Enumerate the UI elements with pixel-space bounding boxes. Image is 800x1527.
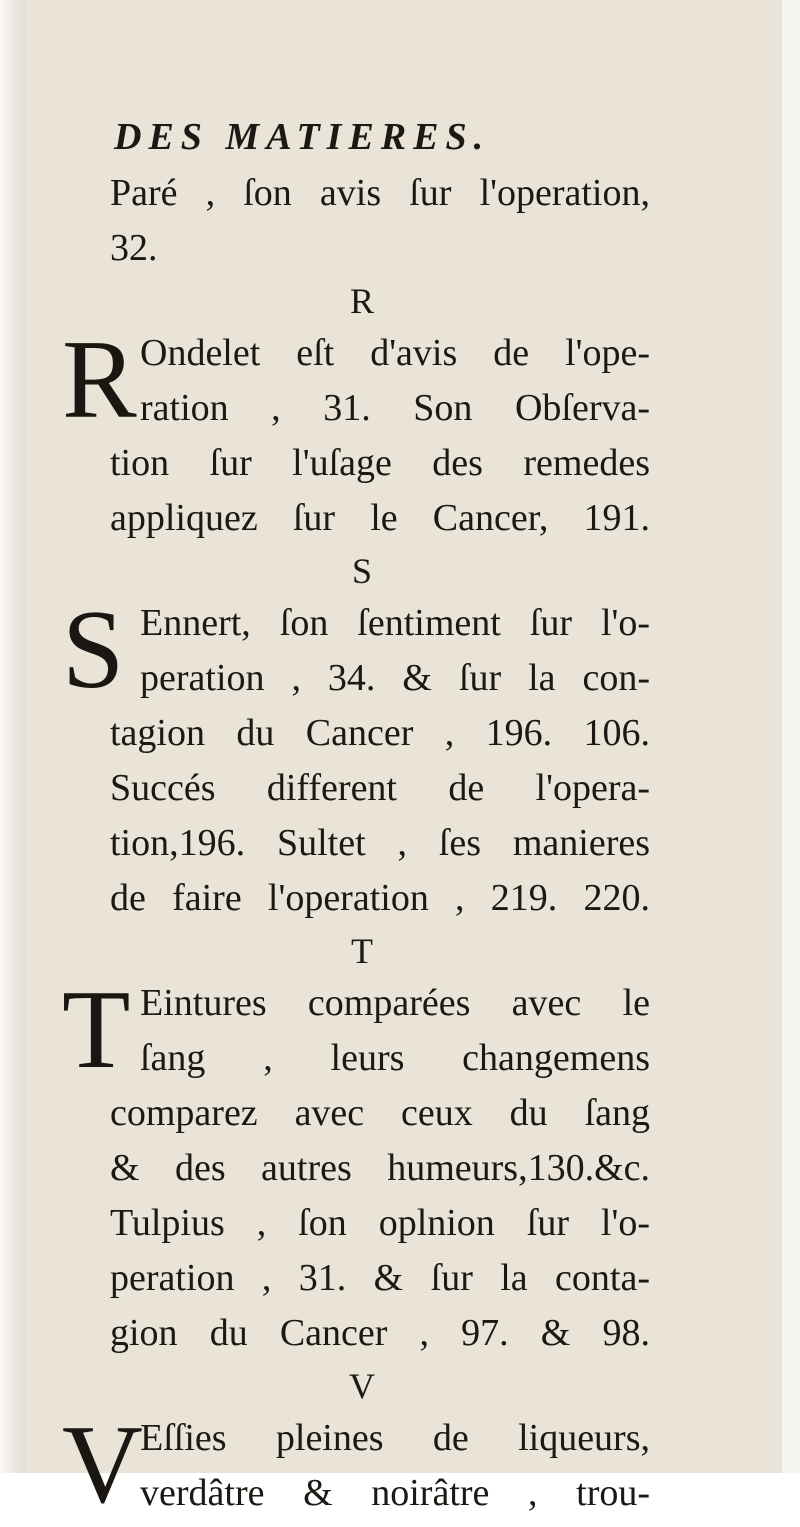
index-line: comparez avec ceux du ſang <box>110 1092 650 1134</box>
binding-shadow <box>0 0 26 1473</box>
index-line: peration , 31. & ſur la conta- <box>110 1257 650 1299</box>
index-line: & des autres humeurs,130.&c. <box>110 1147 650 1189</box>
index-line: 32. <box>110 227 158 269</box>
index-line: tion ſur l'uſage des remedes <box>110 442 650 484</box>
section-letter-t: T <box>351 931 373 971</box>
index-line: Paré , ſon avis ſur l'operation, <box>110 172 650 214</box>
index-line: verdâtre & noirâtre , trou- <box>140 1472 650 1514</box>
index-line: tagion du Cancer , 196. 106. <box>110 712 650 754</box>
index-entry-v <box>62 1403 662 1527</box>
section-letter-v: V <box>349 1366 375 1406</box>
index-line: de faire l'operation , 219. 220. <box>110 877 650 919</box>
index-line: Eintures comparées avec le <box>140 982 650 1024</box>
dropcap-t: T <box>62 968 131 1092</box>
index-line: tion,196. Sultet , ſes manieres <box>110 822 650 864</box>
dropcap-r: R <box>62 318 137 442</box>
index-line: Ennert, ſon ſentiment ſur l'o- <box>140 602 650 644</box>
index-line: ſang , leurs changemens <box>140 1037 650 1079</box>
index-entry-s <box>62 588 662 926</box>
section-letter-r: R <box>349 281 374 321</box>
index-line: ration , 31. Son Obſerva- <box>140 387 650 429</box>
index-entry-t <box>62 968 662 1361</box>
page-edge <box>782 0 800 1473</box>
index-line: Tulpius , ſon oplnion ſur l'o- <box>110 1202 650 1244</box>
dropcap-v: V <box>62 1403 143 1527</box>
index-line: Eſſies pleines de liqueurs, <box>140 1417 650 1459</box>
index-text <box>62 108 662 1527</box>
dropcap-s: S <box>62 588 125 712</box>
index-entry-r <box>62 318 662 546</box>
running-header: DES MATIERES. <box>114 116 491 158</box>
section-letter-s: S <box>351 551 373 591</box>
index-line: appliquez ſur le Cancer, 191. <box>110 497 650 539</box>
index-line: peration , 34. & ſur la con- <box>140 657 650 699</box>
index-line: Ondelet eſt d'avis de l'ope- <box>140 332 650 374</box>
index-line: Succés different de l'opera- <box>110 767 650 809</box>
index-line: gion du Cancer , 97. & 98. <box>110 1312 650 1354</box>
